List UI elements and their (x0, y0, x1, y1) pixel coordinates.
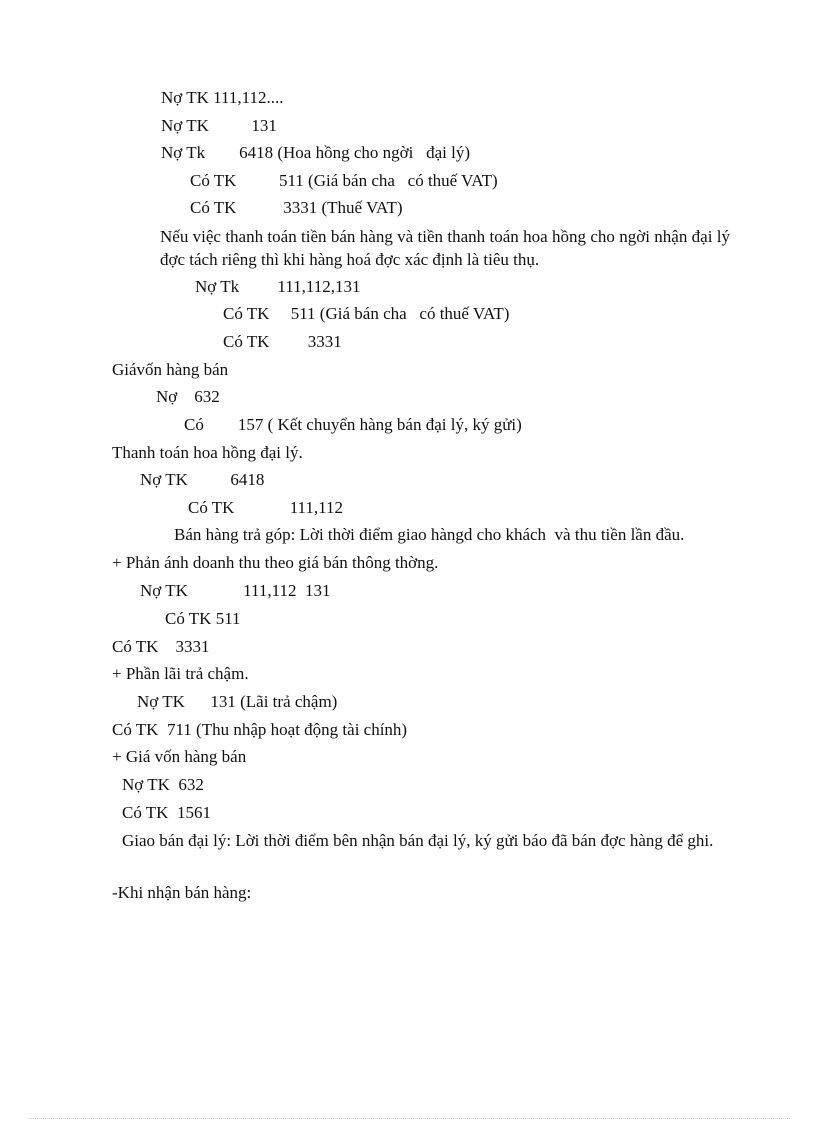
journal-line: Có TK 3331 (112, 637, 210, 656)
journal-line: Nợ TK 131 (161, 116, 277, 135)
journal-line: Nợ TK 632 (122, 775, 204, 794)
journal-line: Có TK 511 (Giá bán cha có thuế VAT) (223, 304, 510, 323)
journal-line: Có TK 3331 (223, 332, 342, 351)
journal-line: Có TK 3331 (Thuế VAT) (190, 198, 403, 217)
journal-line: Nợ TK 111,112.... (161, 88, 284, 107)
section-heading: Thanh toán hoa hồng đại lý. (112, 443, 303, 462)
section-heading: Giávốn hàng bán (112, 360, 229, 379)
journal-line: Nợ TK 6418 (140, 470, 265, 489)
journal-line: Nợ Tk 111,112,131 (195, 277, 361, 296)
section-heading: + Phản ánh doanh thu theo giá bán thông thờng. (112, 553, 439, 572)
journal-line: Có TK 711 (Thu nhập hoạt động tài chính) (112, 720, 408, 739)
section-heading: -Khi nhận bán hàng: (112, 883, 252, 902)
journal-line: Nợ 632 (156, 387, 220, 406)
journal-line: Nợ Tk 6418 (Hoa hồng cho ngời đại lý) (161, 143, 470, 162)
journal-line: Nợ TK 131 (Lãi trả chậm) (137, 692, 338, 711)
journal-line: Nợ TK 111,112 131 (140, 581, 331, 600)
journal-line: Có 157 ( Kết chuyển hàng bán đại lý, ký gửi) (184, 415, 522, 434)
page-bottom-divider (28, 1118, 790, 1119)
journal-line: Có TK 111,112 (188, 498, 344, 517)
journal-line: Có TK 511 (Giá bán cha có thuế VAT) (190, 171, 498, 190)
section-heading: Bán hàng trả góp: Lời thời điểm giao hàngd cho khách và thu tiền lần đầu. (174, 525, 685, 544)
journal-line: Có TK 511 (165, 609, 241, 628)
journal-line: Có TK 1561 (122, 803, 211, 822)
section-heading: + Giá vốn hàng bán (112, 747, 247, 766)
paragraph: Nếu việc thanh toán tiền bán hàng và tiền thanh toán hoa hồng cho ngời nhận đại lý đợc tách riêng thì khi hàng hoá đợc xác định là tiêu thụ. (160, 227, 730, 269)
section-heading: + Phần lãi trả chậm. (112, 664, 249, 683)
paragraph: Giao bán đại lý: Lời thời điểm bên nhận bán đại lý, ký gửi báo đã bán đợc hàng để ghi. (122, 831, 714, 850)
